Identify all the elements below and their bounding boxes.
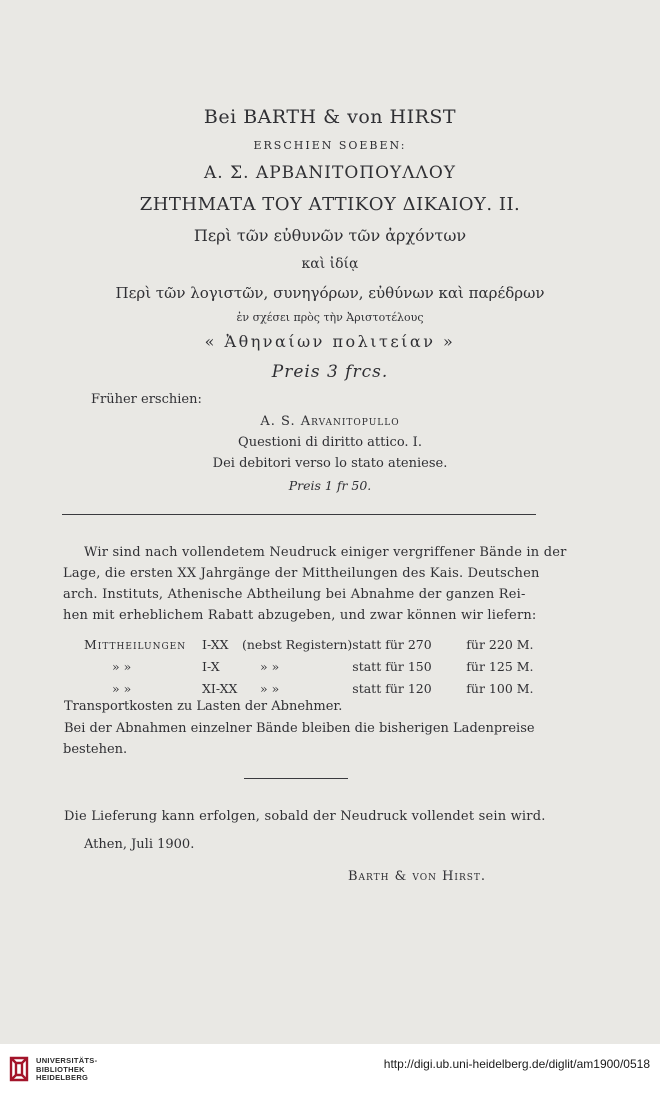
offer-note: » » (260, 680, 280, 696)
offer-statt: statt für 270 (352, 636, 432, 652)
offer-range: XI-XX (202, 680, 238, 696)
subtitle-line-1: Περὶ τῶν εὐθυνῶν τῶν ἀρχόντων (193, 226, 467, 245)
transport-note: Transportkosten zu Lasten der Abnehmer. (64, 699, 343, 714)
offer-row (84, 655, 534, 677)
offer-range: I-X (202, 658, 220, 674)
offer-series: Mittheilungen (84, 636, 187, 652)
library-name-line-2: BIBLIOTHEK (36, 1064, 85, 1074)
offer-note: (nebst Registern) (242, 636, 353, 652)
title-greek: ΖΗΤΗΜΑΤΑ ΤΟΥ ΑΤΤΙΚΟΥ ΔΙΚΑΙΟΥ. II. (139, 194, 521, 215)
library-logo-icon (8, 1054, 30, 1084)
subtitle-line-5: « Ἀθηναίων πολιτείαν » (204, 332, 456, 351)
library-name (36, 1057, 97, 1083)
library-name-line-1: UNIVERSITÄTS- (36, 1056, 98, 1065)
signature: Barth & von Hirst. (348, 869, 487, 884)
publisher-heading: Bei BARTH & von HIRST (203, 106, 457, 128)
notice-line-3: arch. Instituts, Athenische Abtheilung bei Abnahme der ganzen Rei- (63, 587, 526, 602)
erschienen-label: ERSCHIEN SOEBEN: (253, 139, 407, 152)
offer-row (84, 677, 534, 699)
earlier-author: A. S. Arvanitopullo (260, 414, 400, 429)
price-main: Preis 3 frcs. (271, 362, 389, 382)
single-volumes-line-2: bestehen. (63, 742, 128, 757)
offer-range: I-XX (202, 636, 229, 652)
offer-table (84, 633, 534, 699)
offer-statt: statt für 120 (352, 680, 432, 696)
delivery-note: Die Lieferung kann erfolgen, sobald der Neudruck vollendet sein wird. (64, 809, 546, 824)
subtitle-line-4: ἐν σχέσει πρὸς τὴν Ἀριστοτέλους (236, 311, 424, 324)
notice-line-2: Lage, die ersten XX Jahrgänge der Mittheilungen des Kais. Deutschen (63, 566, 540, 581)
subtitle-line-3: Περὶ τῶν λογιστῶν, συνηγόρων, εὐθύνων καὶ παρέδρων (115, 284, 545, 302)
subtitle-line-2: καὶ ἰδίᾳ (301, 256, 359, 272)
section-divider (62, 514, 536, 515)
earlier-title-2: Dei debitori verso lo stato ateniese. (212, 456, 448, 471)
place-date: Athen, Juli 1900. (84, 837, 195, 852)
offer-fuer: für 220 M. (466, 636, 534, 652)
offer-series: » » (112, 680, 132, 696)
notice-line-4: hen mit erheblichem Rabatt abzugeben, und zwar können wir liefern: (63, 608, 537, 623)
offer-note: » » (260, 658, 280, 674)
offer-statt: statt für 150 (352, 658, 432, 674)
library-footer (0, 1044, 660, 1094)
earlier-price: Preis 1 fr 50. (288, 478, 372, 493)
library-name-line-3: HEIDELBERG (36, 1073, 89, 1082)
single-volumes-line-1: Bei der Abnahmen einzelner Bände bleiben die bisherigen Ladenpreise (64, 721, 535, 736)
source-url[interactable]: http://digi.ub.uni-heidelberg.de/diglit/am1900/0518 (383, 1057, 650, 1071)
earlier-title-1: Questioni di diritto attico. I. (238, 435, 422, 450)
notice-line-1: Wir sind nach vollendetem Neudruck einiger vergriffener Bände in der (84, 545, 567, 560)
offer-fuer: für 125 M. (466, 658, 534, 674)
offer-row (84, 633, 534, 655)
earlier-label: Früher erschien: (91, 392, 202, 407)
short-divider (244, 778, 348, 779)
offer-series: » » (112, 658, 132, 674)
author-greek: Α. Σ. ΑΡΒΑΝΙΤΟΠΟΥΛΛΟΥ (204, 163, 456, 183)
offer-fuer: für 100 M. (466, 680, 534, 696)
